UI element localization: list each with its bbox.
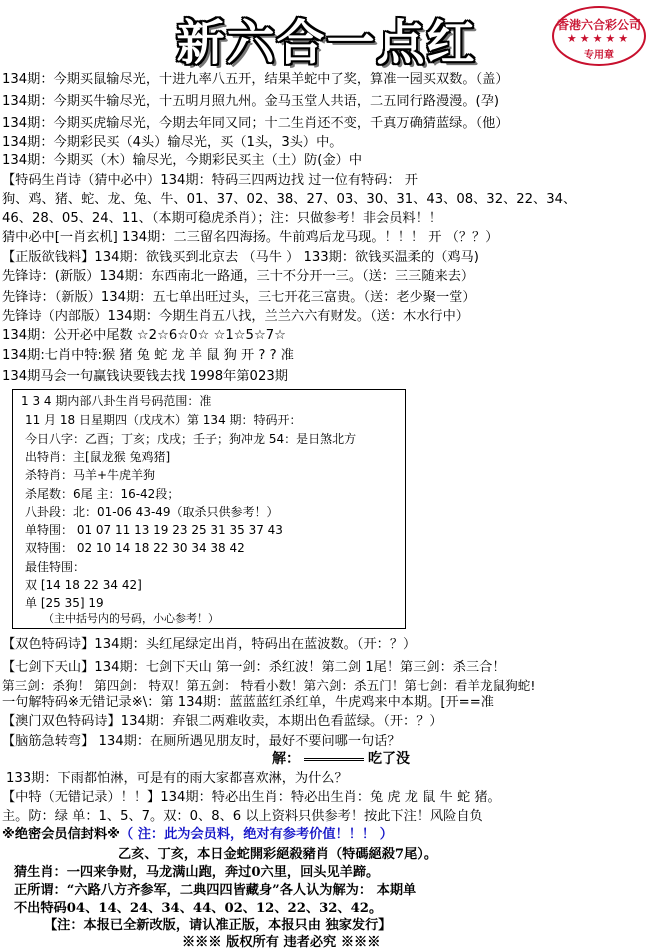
prediction-line: 134期：今期买牛输尽光，十五明月照九州。金马玉堂人共语，二五同行路漫漫。(孕) xyxy=(2,94,500,109)
box-line: 单 [25 35] 19 xyxy=(25,596,104,610)
riddle-answer xyxy=(272,751,410,768)
box-line: 出特肖：主[鼠龙猴 兔鸡猪] xyxy=(25,450,171,464)
page-title: 新六合一点红 xyxy=(176,15,477,71)
prediction-line: 134期：今期买虎输尽光，今期去年同又同；十二生肖还不变，千真万确猜蓝绿。（他） xyxy=(2,116,509,131)
box-line: 八卦段：北：01-06 43-49（取杀只供参考！） xyxy=(25,505,279,519)
seal-label: 专用章 xyxy=(584,50,614,61)
prediction-line: 134期：今期彩民买（4头）输尽光，买（1头，3头）中。 xyxy=(2,135,343,150)
prediction-line: 【双色特码诗】134期：头红尾绿定出肖，特码出在蓝波数。（开：？） xyxy=(2,637,417,652)
member-note: （ 注：此为会员料，绝对有参考价值！！！ ） xyxy=(119,827,393,842)
box-line: 最佳特围： xyxy=(25,560,86,574)
prediction-line: 狗、鸡、猪、蛇、龙、兔、牛、01、37、02、38、27、03、30、31、43、08、32、22、34、 xyxy=(2,192,577,207)
bottom-line: 【注：本报已全新改版，请认准正版，本报只由 独家发行】 xyxy=(44,918,392,933)
prediction-line: 134期：今期买（木）输尽光，今期彩民买主（土）防(金）中 xyxy=(2,153,363,168)
double-rule xyxy=(304,758,364,761)
box-line: 今日八字：乙酉；丁亥；戊戌；壬子；狗冲龙 54：是日煞北方 xyxy=(25,432,357,446)
prediction-line: 猜中必中[一肖玄机] 134期：二三留名四海扬。牛前鸡后龙马现。！！！ 开 （？？） xyxy=(2,230,499,245)
box-line: 单特围： 01 07 11 13 19 23 25 31 35 37 43 xyxy=(25,523,283,537)
box-line: 杀特肖：马羊+牛虎羊狗 xyxy=(25,468,156,482)
box-line: （主中括号内的号码，小心参考！） xyxy=(43,612,219,625)
box-line: 杀尾数：6尾 主：16-42段； xyxy=(25,487,180,501)
prediction-line: 先锋诗：（新版）134期：五七单出旺过头，三七开花三富贵。（送：老少聚一堂） xyxy=(2,290,476,305)
prediction-line: 【脑筋急转弯】 134期：在厕所遇见朋友时，最好不要问哪一句话？ xyxy=(2,734,401,749)
prediction-line: 134期马会一句赢钱诀要钱去找 1998年第023期 xyxy=(2,369,288,384)
bottom-line: 猜生肖：一四来争财，马龙满山跑，奔过0六里，回头见羊蹄。 xyxy=(14,865,380,880)
bagua-box xyxy=(12,389,406,629)
copyright-line: ※※※ 版权所有 违者必究 ※※※ xyxy=(182,935,381,950)
company-seal xyxy=(552,6,646,66)
bottom-line: 正所谓：“六路八方齐参军，二典四四皆藏身”各人认为解为： 本期单 xyxy=(14,883,417,898)
prediction-line: 133期：下雨都怕淋，可是有的雨大家都喜欢淋，为什么？ xyxy=(6,771,348,786)
bottom-line: 不出特码04、14、24、34、44、02、12、22、32、42。 xyxy=(14,901,383,916)
seal-name: 香港六合彩公司 xyxy=(556,18,641,32)
prediction-line: 先锋诗：(新版）134期：东西南北一路通，三十不分开一三。（送：三三随来去） xyxy=(2,269,475,284)
prediction-line: 134期：今期买鼠输尽光，十进九率八五开，结果羊蛇中了奖，算准一园买双数。（盖） xyxy=(2,72,509,87)
prediction-line: 【七剑下天山】134期：七剑下天山 第一剑：杀红波！第二剑 1尾！第三剑：杀三合！ xyxy=(2,660,506,675)
prediction-line: 第三剑：杀狗！ 第四剑： 特双！第五剑： 特看小数！第六剑：杀五门！第七剑：看羊龙鼠狗蛇! xyxy=(2,678,536,693)
box-line: 双 [14 18 22 34 42] xyxy=(25,578,142,592)
bottom-line: 乙亥、丁亥，本日金蛇開彩絕殺豬肖（特碼絕殺7尾）。 xyxy=(118,847,438,862)
box-line: 1 3 4 期内部八卦生肖号码范围：准 xyxy=(21,394,212,408)
prediction-line: 先锋诗（内部版）134期：今期生肖五八找，兰兰六六有财发。（送：木水行中） xyxy=(2,309,469,324)
prediction-line: 134期:七肖中特:猴 猪 兔 蛇 龙 羊 鼠 狗 开 ? ? 准 xyxy=(2,348,294,363)
box-line: 11 月 18 日星期四（戊戌木）第 134 期：特码开： xyxy=(25,413,302,427)
prediction-line: 一句解特码※无错记录※\：第 134期：蓝蓝蓝红杀红单，牛虎鸡来中本期。[开==准 xyxy=(2,695,494,710)
box-line: 双特围： 02 10 14 18 22 30 34 38 42 xyxy=(25,541,245,555)
prediction-line: 【特码生肖诗（猜中必中）134期：特码三四两边找 过一位有特码： 开 xyxy=(2,173,418,188)
prediction-line: 134期：公开必中尾数 ☆2☆6☆0☆ ☆1☆5☆7☆ xyxy=(2,328,286,343)
member-line xyxy=(2,826,393,843)
answer-label: 解： xyxy=(272,751,300,767)
prediction-line: 主。防：绿 单：1、5、7。双：0、8、6 以上资料只供参考！按此下注！风险自负 xyxy=(2,809,483,824)
prediction-line: 【澳门双色特码诗】134期：弃银二两难收卖，本期出色看蓝绿。（开：？） xyxy=(2,714,443,729)
answer-value: 吃了没 xyxy=(368,751,410,767)
seal-stars: ★★★★★ xyxy=(566,32,632,45)
member-prefix: ※绝密会员信封料※ xyxy=(2,827,120,842)
prediction-line: 【正版欲钱料】134期：欲钱买到北京去 （马牛 ） 133期：欲钱买温柔的（鸡马) xyxy=(2,250,479,265)
prediction-line: 46、28、05、24、11、（本期可稳虎杀肖）；注：只做参考！非会员料！！ xyxy=(2,211,442,226)
prediction-line: 【中特（无错记录）！！】134期：特必出生肖：特必出生肖：兔 虎 龙 鼠 牛 蛇 猪。 xyxy=(2,790,501,805)
